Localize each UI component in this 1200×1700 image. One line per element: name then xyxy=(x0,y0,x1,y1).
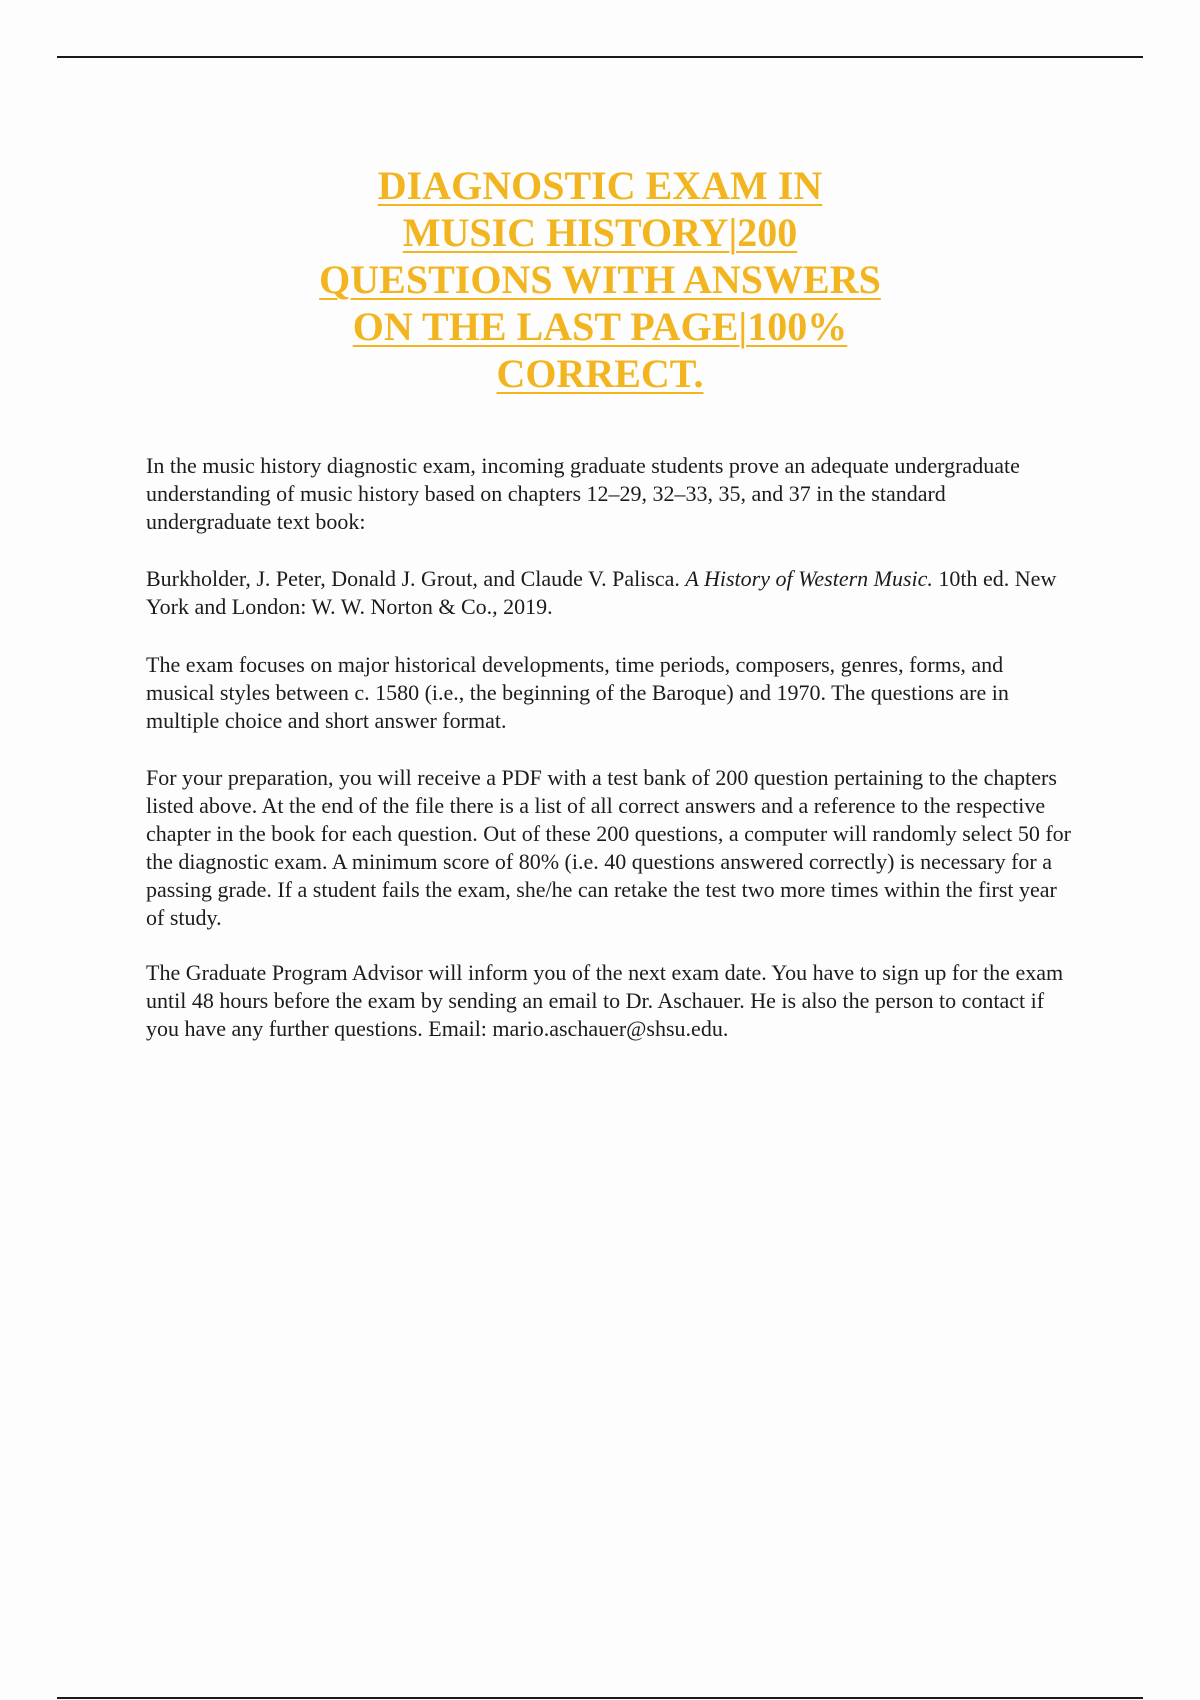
citation-publication: 10th ed. New York and London: W. W. Norton & Co., 2019. xyxy=(146,566,1057,619)
title-line: MUSIC HISTORY|200 xyxy=(402,210,798,255)
title-line: ON THE LAST PAGE|100% xyxy=(352,304,848,349)
bottom-rule xyxy=(57,1697,1143,1699)
title-line: CORRECT. xyxy=(496,351,704,396)
preparation-paragraph: For your preparation, you will receive a PDF with a test bank of 200 question pertaining to the chapters listed above. At the end of the file there is a list of all correct answers and a reference to the respective chapter in the book for each question. Out of these 200 questions, a computer will randomly select 50 for the diagnostic exam. A minimum score of 80% (i.e. 40 questions answered correctly) is necessary for a passing grade. If a student fails the exam, she/he can retake the test two more times within the first year of study. xyxy=(146,765,1071,930)
top-rule xyxy=(57,56,1143,58)
focus-paragraph: The exam focuses on major historical developments, time periods, composers, genres, forms, and musical styles between c. 1580 (i.e., the beginning of the Baroque) and 1970. The questions are in multiple choice and short answer format. xyxy=(146,652,1009,733)
contact-paragraph: The Graduate Program Advisor will inform you of the next exam date. You have to sign up for the exam until 48 hours before the exam by sending an email to Dr. Aschauer. He is also the person to contact if you have any further questions. Email: mario.aschauer@shsu.edu. xyxy=(146,960,1064,1041)
citation-paragraph xyxy=(146,565,1076,621)
citation-authors: Burkholder, J. Peter, Donald J. Grout, and Claude V. Palisca. xyxy=(146,566,686,591)
intro-paragraph: In the music history diagnostic exam, incoming graduate students prove an adequate undergraduate understanding of music history based on chapters 12–29, 32–33, 35, and 37 in the standard undergraduate text book: xyxy=(146,453,1020,534)
title-line: DIAGNOSTIC EXAM IN xyxy=(377,163,823,208)
title-line: QUESTIONS WITH ANSWERS xyxy=(319,257,881,302)
document-title xyxy=(300,162,900,397)
citation-book-title: A History of Western Music. xyxy=(685,566,933,591)
